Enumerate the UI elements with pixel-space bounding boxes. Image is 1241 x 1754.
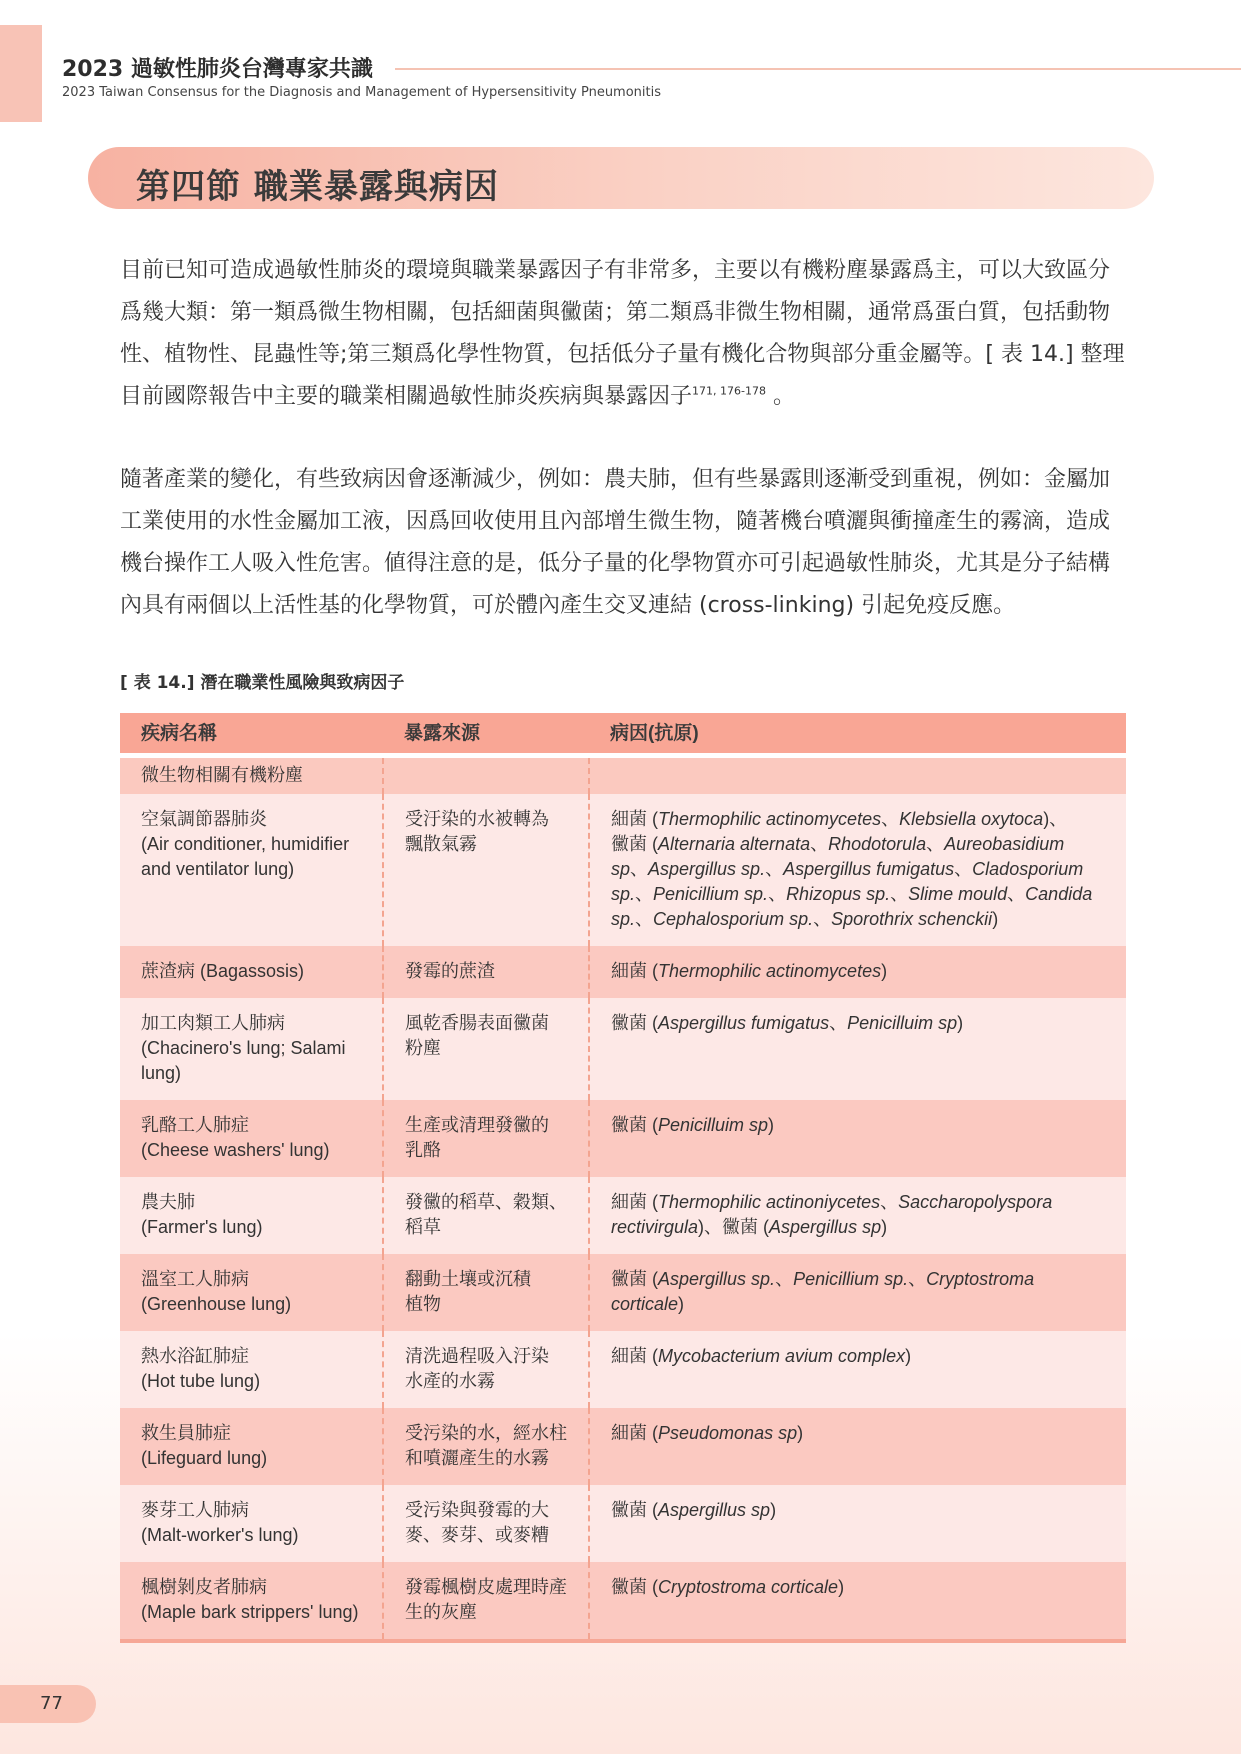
disease-cell (120, 1100, 383, 1177)
disease-cell-line: (Malt-worker's lung) (141, 1525, 299, 1545)
table-row (120, 1485, 1126, 1562)
disease-cell-line: (Air conditioner, humidifier (141, 834, 350, 854)
section-banner (88, 147, 1154, 209)
header-cause: 病因(抗原) (589, 713, 1126, 756)
cause-cell-line: 黴菌 (Penicilluim sp) (611, 1115, 775, 1135)
source-cell-line: 植物 (405, 1294, 441, 1314)
source-cell (383, 1100, 589, 1177)
disease-cell-line: 楓樹剝皮者肺病 (141, 1577, 267, 1597)
header-divider (395, 68, 1241, 70)
cause-cell (589, 794, 1126, 946)
cause-cell-line: rectivirgula)、黴菌 (Aspergillus sp) (611, 1217, 888, 1237)
corner-decoration (0, 25, 42, 122)
source-cell-line: 麥、麥芽、或麥糟 (405, 1525, 549, 1545)
cause-cell (589, 946, 1126, 998)
table-caption: [ 表 14.] 潛在職業性風險與致病因子 (120, 673, 405, 693)
table-row (120, 946, 1126, 998)
disease-cell (120, 794, 383, 946)
disease-cell (120, 1408, 383, 1485)
cause-cell-line: 細菌 (Pseudomonas sp) (611, 1423, 804, 1443)
table-row (120, 1177, 1126, 1254)
source-cell-line: 翻動土壤或沉積 (405, 1269, 531, 1289)
table-row (120, 1100, 1126, 1177)
cause-cell-line: 黴菌 (Alternaria alternata、Rhodotorula、Aureobasidium (611, 834, 1065, 854)
running-header-subtitle: 2023 Taiwan Consensus for the Diagnosis and Management of Hypersensitivity Pneumonitis (62, 85, 662, 100)
disease-cell (120, 946, 383, 998)
source-cell-line: 生產或清理發黴的 (405, 1115, 549, 1135)
source-cell-line: 飄散氣霧 (405, 834, 477, 854)
source-cell-line: 粉塵 (405, 1038, 441, 1058)
cause-cell (589, 1254, 1126, 1331)
disease-cell (120, 1485, 383, 1562)
source-cell-line: 清洗過程吸入汙染 (405, 1346, 549, 1366)
page-number: 77 (40, 1693, 63, 1714)
disease-cell-line: 空氣調節器肺炎 (141, 809, 267, 829)
disease-cell-line: (Chacinero's lung; Salami (141, 1038, 346, 1058)
source-cell-line: 稻草 (405, 1217, 441, 1237)
group-label: 微生物相關有機粉塵 (120, 756, 383, 795)
source-cell (383, 998, 589, 1100)
table-row (120, 794, 1126, 946)
table-row (120, 1331, 1126, 1408)
cause-cell (589, 1408, 1126, 1485)
source-cell-line: 發霉的蔗渣 (405, 961, 495, 981)
paragraph-2: 隨著產業的變化，有些致病因會逐漸減少，例如：農夫肺，但有些暴露則逐漸受到重視，例如：金屬加工業使用的水性金屬加工液，因爲回收使用且內部增生微生物，隨著機台噴灑與衝撞產生的霧滴，造成機台操作工人吸入性危害。値得注意的是，低分子量的化學物質亦可引起過敏性肺炎，尤其是分子結構內具有兩個以上活性基的化學物質，可於體內產生交叉連結 (cross-linking) 引起免疫反應。 (120, 467, 1111, 618)
disease-cell (120, 1254, 383, 1331)
disease-cell-line: 救生員肺症 (141, 1423, 231, 1443)
disease-cell-line: (Hot tube lung) (141, 1371, 261, 1391)
cause-cell-line: sp.、Penicillium sp.、Rhizopus sp.、Slime mould、Candida (611, 884, 1093, 904)
group-empty-cell (383, 756, 589, 795)
source-cell-line: 生的灰塵 (405, 1602, 477, 1622)
header-source: 暴露來源 (383, 713, 589, 756)
source-cell (383, 1177, 589, 1254)
disease-cell-line: 麥芽工人肺病 (141, 1500, 249, 1520)
table-row (120, 998, 1126, 1100)
source-cell-line: 風乾香腸表面黴菌 (405, 1013, 549, 1033)
source-cell (383, 1254, 589, 1331)
source-cell-line: 發霉楓樹皮處理時產 (405, 1577, 567, 1597)
disease-cell-line: (Lifeguard lung) (141, 1448, 268, 1468)
cause-cell-line: corticale) (611, 1294, 685, 1314)
cause-cell-line: sp.、Cephalosporium sp.、Sporothrix schenckii) (611, 909, 999, 929)
disease-cell (120, 1562, 383, 1641)
cause-cell-line: 細菌 (Thermophilic actinomycetes) (611, 961, 888, 981)
disease-cell (120, 1177, 383, 1254)
page-number-pill (0, 1685, 96, 1723)
group-row (120, 756, 1126, 795)
citation-ref: 171, 176-178 (692, 384, 766, 398)
source-cell (383, 1485, 589, 1562)
disease-cell-line: (Cheese washers' lung) (141, 1140, 330, 1160)
source-cell-line: 受污染與發霉的大 (405, 1500, 549, 1520)
header-disease: 疾病名稱 (120, 713, 383, 756)
source-cell (383, 946, 589, 998)
disease-cell (120, 998, 383, 1100)
disease-cell-line: 加工肉類工人肺病 (141, 1013, 285, 1033)
cause-cell (589, 1485, 1126, 1562)
disease-cell (120, 1331, 383, 1408)
disease-cell-line: (Farmer's lung) (141, 1217, 263, 1237)
source-cell-line: 乳酪 (405, 1140, 441, 1160)
disease-cell-line: (Maple bark strippers' lung) (141, 1602, 359, 1622)
source-cell-line: 發黴的稻草、穀類、 (405, 1192, 567, 1212)
group-empty-cell (589, 756, 1126, 795)
cause-cell-line: 細菌 (Thermophilic actinoniycetes、Saccharopolyspora (611, 1192, 1053, 1212)
occupational-risk-table (120, 713, 1126, 1643)
cause-cell-line: 黴菌 (Aspergillus sp.、Penicillium sp.、Cryptostroma (611, 1269, 1035, 1289)
source-cell (383, 1562, 589, 1641)
disease-cell-line: lung) (141, 1063, 182, 1083)
cause-cell-line: 黴菌 (Cryptostroma corticale) (611, 1577, 845, 1597)
cause-cell-line: 細菌 (Mycobacterium avium complex) (611, 1346, 912, 1366)
source-cell-line: 水產的水霧 (405, 1371, 495, 1391)
cause-cell (589, 998, 1126, 1100)
source-cell-line: 和噴灑產生的水霧 (405, 1448, 549, 1468)
section-title: 第四節 職業暴露與病因 (136, 167, 499, 207)
disease-cell-line: 乳酪工人肺症 (141, 1115, 249, 1135)
disease-cell-line: 農夫肺 (141, 1192, 195, 1212)
source-cell (383, 1408, 589, 1485)
paragraph-1 (120, 250, 1130, 418)
cause-cell-line: 黴菌 (Aspergillus sp) (611, 1500, 777, 1520)
disease-cell-line: and ventilator lung) (141, 859, 295, 879)
source-cell-line: 受污染的水，經水柱 (405, 1423, 567, 1443)
source-cell-line: 受汙染的水被轉為 (405, 809, 549, 829)
disease-cell-line: 溫室工人肺病 (141, 1269, 249, 1289)
cause-cell-line: 黴菌 (Aspergillus fumigatus、Penicilluim sp) (611, 1013, 964, 1033)
table-row (120, 1408, 1126, 1485)
cause-cell (589, 1331, 1126, 1408)
paragraph-1-end: 。 (765, 384, 795, 409)
table-header-row (120, 713, 1126, 756)
source-cell (383, 794, 589, 946)
cause-cell (589, 1562, 1126, 1641)
disease-cell-line: 熱水浴缸肺症 (141, 1346, 249, 1366)
paragraph-1-text: 目前已知可造成過敏性肺炎的環境與職業暴露因子有非常多，主要以有機粉塵暴露爲主，可以大致區分爲幾大類：第一類爲微生物相關，包括細菌與黴菌；第二類爲非微生物相關，通常爲蛋白質，包括動物性、植物性、昆蟲性等;第三類爲化學性物質，包括低分子量有機化合物與部分重金屬等。[ 表 14.] 整理目前國際報告中主要的職業相關過敏性肺炎疾病與暴露因子 (120, 258, 1125, 409)
cause-cell-line: 細菌 (Thermophilic actinomycetes、Klebsiella oxytoca)、 (611, 809, 1068, 829)
running-header-title: 2023 過敏性肺炎台灣專家共識 (62, 57, 373, 82)
table-row (120, 1254, 1126, 1331)
cause-cell-line: sp、Aspergillus sp.、Aspergillus fumigatus、Cladosporium (611, 859, 1084, 879)
cause-cell (589, 1100, 1126, 1177)
table-row (120, 1562, 1126, 1641)
disease-cell-line: (Greenhouse lung) (141, 1294, 292, 1314)
source-cell (383, 1331, 589, 1408)
disease-cell-line: 蔗渣病 (Bagassosis) (141, 961, 305, 981)
cause-cell (589, 1177, 1126, 1254)
